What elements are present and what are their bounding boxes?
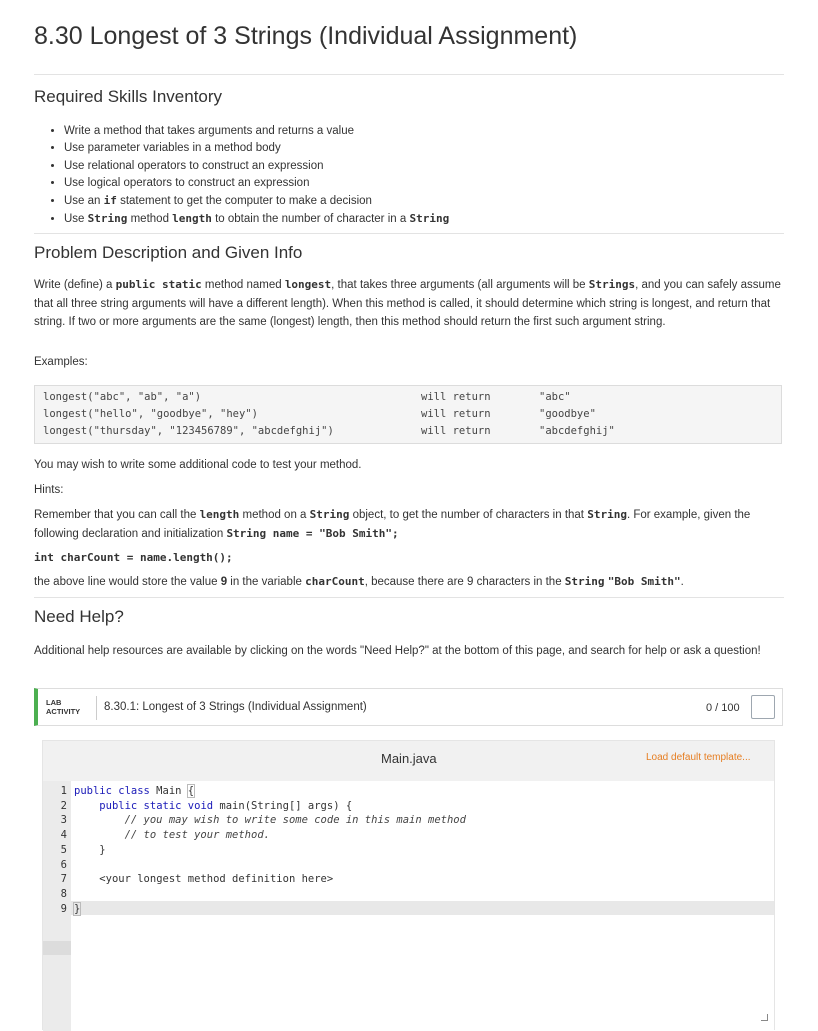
list-item: • Use logical operators to construct an expression	[64, 175, 449, 192]
list-item: • Use parameter variables in a method body	[64, 140, 449, 157]
code-line: }	[74, 902, 81, 915]
divider	[34, 597, 784, 598]
line-number: 8	[60, 887, 67, 900]
line-number: 4	[60, 829, 67, 842]
completion-checkbox-icon	[751, 695, 775, 719]
code-line: <your longest method definition here>	[99, 873, 334, 886]
line-number: 7	[60, 873, 67, 886]
lab-score: 0 / 100	[706, 702, 740, 714]
skills-heading: Required Skills Inventory	[34, 87, 223, 106]
line-number: 1	[60, 785, 67, 797]
list-item: • Use String method length to obtain the number of character in a String	[64, 210, 449, 228]
skills-list	[34, 123, 449, 229]
problem-heading: Problem Description and Given Info	[34, 243, 303, 262]
hint-text: Remember that you can call the length method on a String object, to get the number of characters in that String. For example, given the following declaration and initialization String name = "Bob Smith";	[34, 508, 751, 540]
load-default-template-link[interactable]: Load default template...	[646, 752, 751, 763]
file-name: Main.java	[381, 751, 437, 766]
help-heading[interactable]: Need Help?	[34, 607, 124, 626]
lab-title: 8.30.1: Longest of 3 Strings (Individual Assignment)	[104, 701, 367, 713]
line-number: 9	[60, 902, 67, 915]
lab-activity-header	[34, 688, 783, 726]
problem-description: Write (define) a public static method named longest, that takes three arguments (all arguments will be Strings, and you can safely assume that all three string arguments will have a different length). When this method is called, it should determine which string is longest, and return that string. If two or more arguments are the same (longest) length, then this method should return the first such argument string.	[34, 278, 781, 328]
line-number: 3	[60, 814, 67, 827]
examples-label: Examples:	[34, 356, 88, 368]
line-number-gutter	[43, 781, 71, 1031]
help-text: Additional help resources are available by clicking on the words "Need Help?" at the bottom of this page, and search for help or ask a question!	[34, 645, 761, 657]
list-item: • Write a method that takes arguments and returns a value	[64, 123, 449, 140]
code-line: }	[99, 843, 106, 856]
list-item: • Use an if statement to get the computer to make a decision	[64, 192, 449, 210]
line-number: 5	[60, 843, 67, 856]
divider	[34, 233, 784, 234]
code-line: public class Main {	[74, 785, 195, 797]
examples-block: longest("abc", "ab", "a") will return "abc" longest("hello", "goodbye", "hey") will return "goodbye" longest("thursday", "123456789", "abcdefghij") will return "abcdefghij"	[34, 385, 782, 444]
test-note: You may wish to write some additional code to test your method.	[34, 459, 362, 471]
active-line-gutter	[43, 941, 71, 955]
divider	[96, 696, 97, 720]
explain-text: the above line would store the value 9 in the variable charCount, because there are 9 characters in the String "Bob Smith".	[34, 575, 684, 588]
code-line: public static void main(String[] args) {	[99, 799, 353, 812]
page-title: 8.30 Longest of 3 Strings (Individual Assignment)	[34, 22, 578, 50]
code-line: // to test your method.	[124, 829, 270, 842]
resize-handle-icon[interactable]	[761, 1014, 768, 1021]
line-number: 2	[60, 799, 67, 812]
line-number: 6	[60, 858, 67, 871]
code-editor-panel	[42, 740, 775, 1030]
active-line	[71, 901, 774, 915]
code-example: int charCount = name.length();	[34, 551, 233, 564]
code-input-area[interactable]	[71, 781, 774, 1031]
divider	[34, 74, 784, 75]
list-item: • Use relational operators to construct an expression	[64, 158, 449, 175]
code-line: // you may wish to write some code in this main method	[124, 814, 466, 827]
lab-activity-tag: LAB ACTIVITY	[46, 698, 81, 716]
hints-label: Hints:	[34, 484, 64, 496]
